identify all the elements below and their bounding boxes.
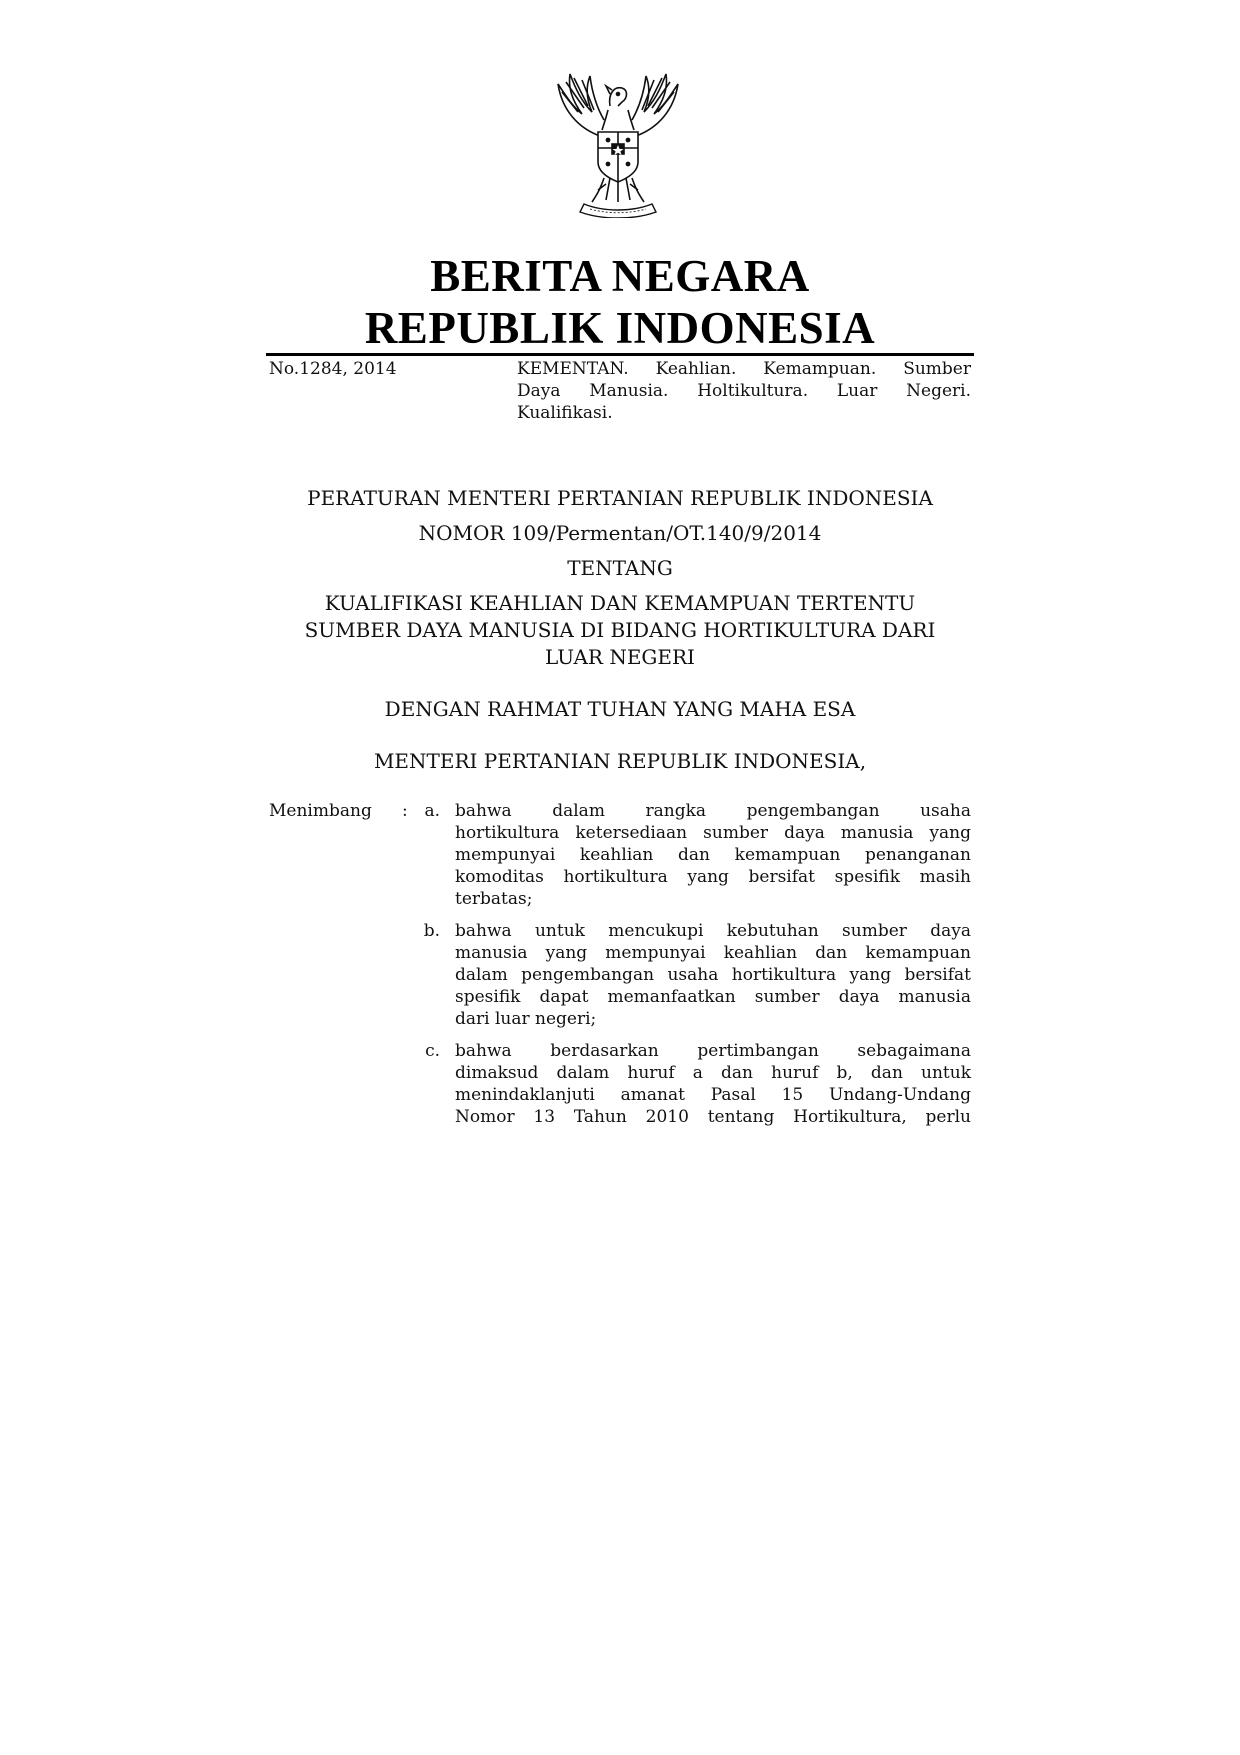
consideration-line: Nomor 13 Tahun 2010 tentang Hortikultura, perlu: [455, 1107, 971, 1127]
regulation-subject-line: SUMBER DAYA MANUSIA DI BIDANG HORTIKULTURA DARI: [304, 618, 936, 642]
gazette-number: No.1284, 2014: [269, 359, 397, 379]
consideration-item-b: [455, 920, 971, 1030]
consideration-line: bahwa dalam rangka pengembangan usaha: [455, 801, 971, 821]
authority: MENTERI PERTANIAN REPUBLIK INDONESIA,: [373, 749, 867, 773]
consideration-line: bahwa untuk mencukupi kebutuhan sumber daya: [455, 921, 971, 941]
regulation-subject-line: LUAR NEGERI: [545, 645, 695, 669]
gazette-subject-line: Daya Manusia. Holtikultura. Luar Negeri.: [517, 381, 971, 401]
consideration-letter: a.: [424, 801, 440, 821]
masthead-title-line-2: REPUBLIK INDONESIA: [364, 303, 876, 353]
gazette-subject-line: KEMENTAN. Keahlian. Kemampuan. Sumber: [517, 359, 971, 379]
consideration-item-a: [455, 800, 971, 910]
regulation-subject-line: KUALIFIKASI KEAHLIAN DAN KEMAMPUAN TERTENTU: [324, 591, 916, 615]
consideration-line: dimaksud dalam huruf a dan huruf b, dan untuk: [455, 1063, 971, 1083]
consideration-item-c: [455, 1040, 971, 1128]
consideration-line: komoditas hortikultura yang bersifat spesifik masih: [455, 867, 971, 887]
consideration-line: dari luar negeri;: [455, 1009, 597, 1029]
consideration-line: mempunyai keahlian dan kemampuan penanganan: [455, 845, 971, 865]
consideration-line: spesifik dapat memanfaatkan sumber daya manusia: [455, 987, 971, 1007]
considerations-label: Menimbang: [269, 801, 372, 821]
consideration-line: terbatas;: [455, 889, 533, 909]
consideration-letter: b.: [423, 921, 440, 941]
gazette-subject-line: Kualifikasi.: [517, 403, 613, 423]
header-rule: [266, 353, 974, 356]
masthead-title-line-1: BERITA NEGARA: [430, 251, 810, 301]
consideration-letter: c.: [425, 1041, 440, 1061]
considerations-colon: :: [402, 801, 408, 821]
regulation-number: NOMOR 109/Permentan/OT.140/9/2014: [418, 521, 822, 545]
consideration-line: menindaklanjuti amanat Pasal 15 Undang-Undang: [455, 1085, 971, 1105]
consideration-line: bahwa berdasarkan pertimbangan sebagaimana: [455, 1041, 971, 1061]
consideration-line: manusia yang mempunyai keahlian dan kemampuan: [455, 943, 971, 963]
regulation-title: PERATURAN MENTERI PERTANIAN REPUBLIK INDONESIA: [307, 486, 933, 510]
garuda-emblem-icon: [548, 66, 688, 218]
invocation: DENGAN RAHMAT TUHAN YANG MAHA ESA: [384, 697, 856, 721]
consideration-line: dalam pengembangan usaha hortikultura yang bersifat: [455, 965, 971, 985]
consideration-line: hortikultura ketersediaan sumber daya manusia yang: [455, 823, 971, 843]
regulation-about: TENTANG: [567, 556, 673, 580]
